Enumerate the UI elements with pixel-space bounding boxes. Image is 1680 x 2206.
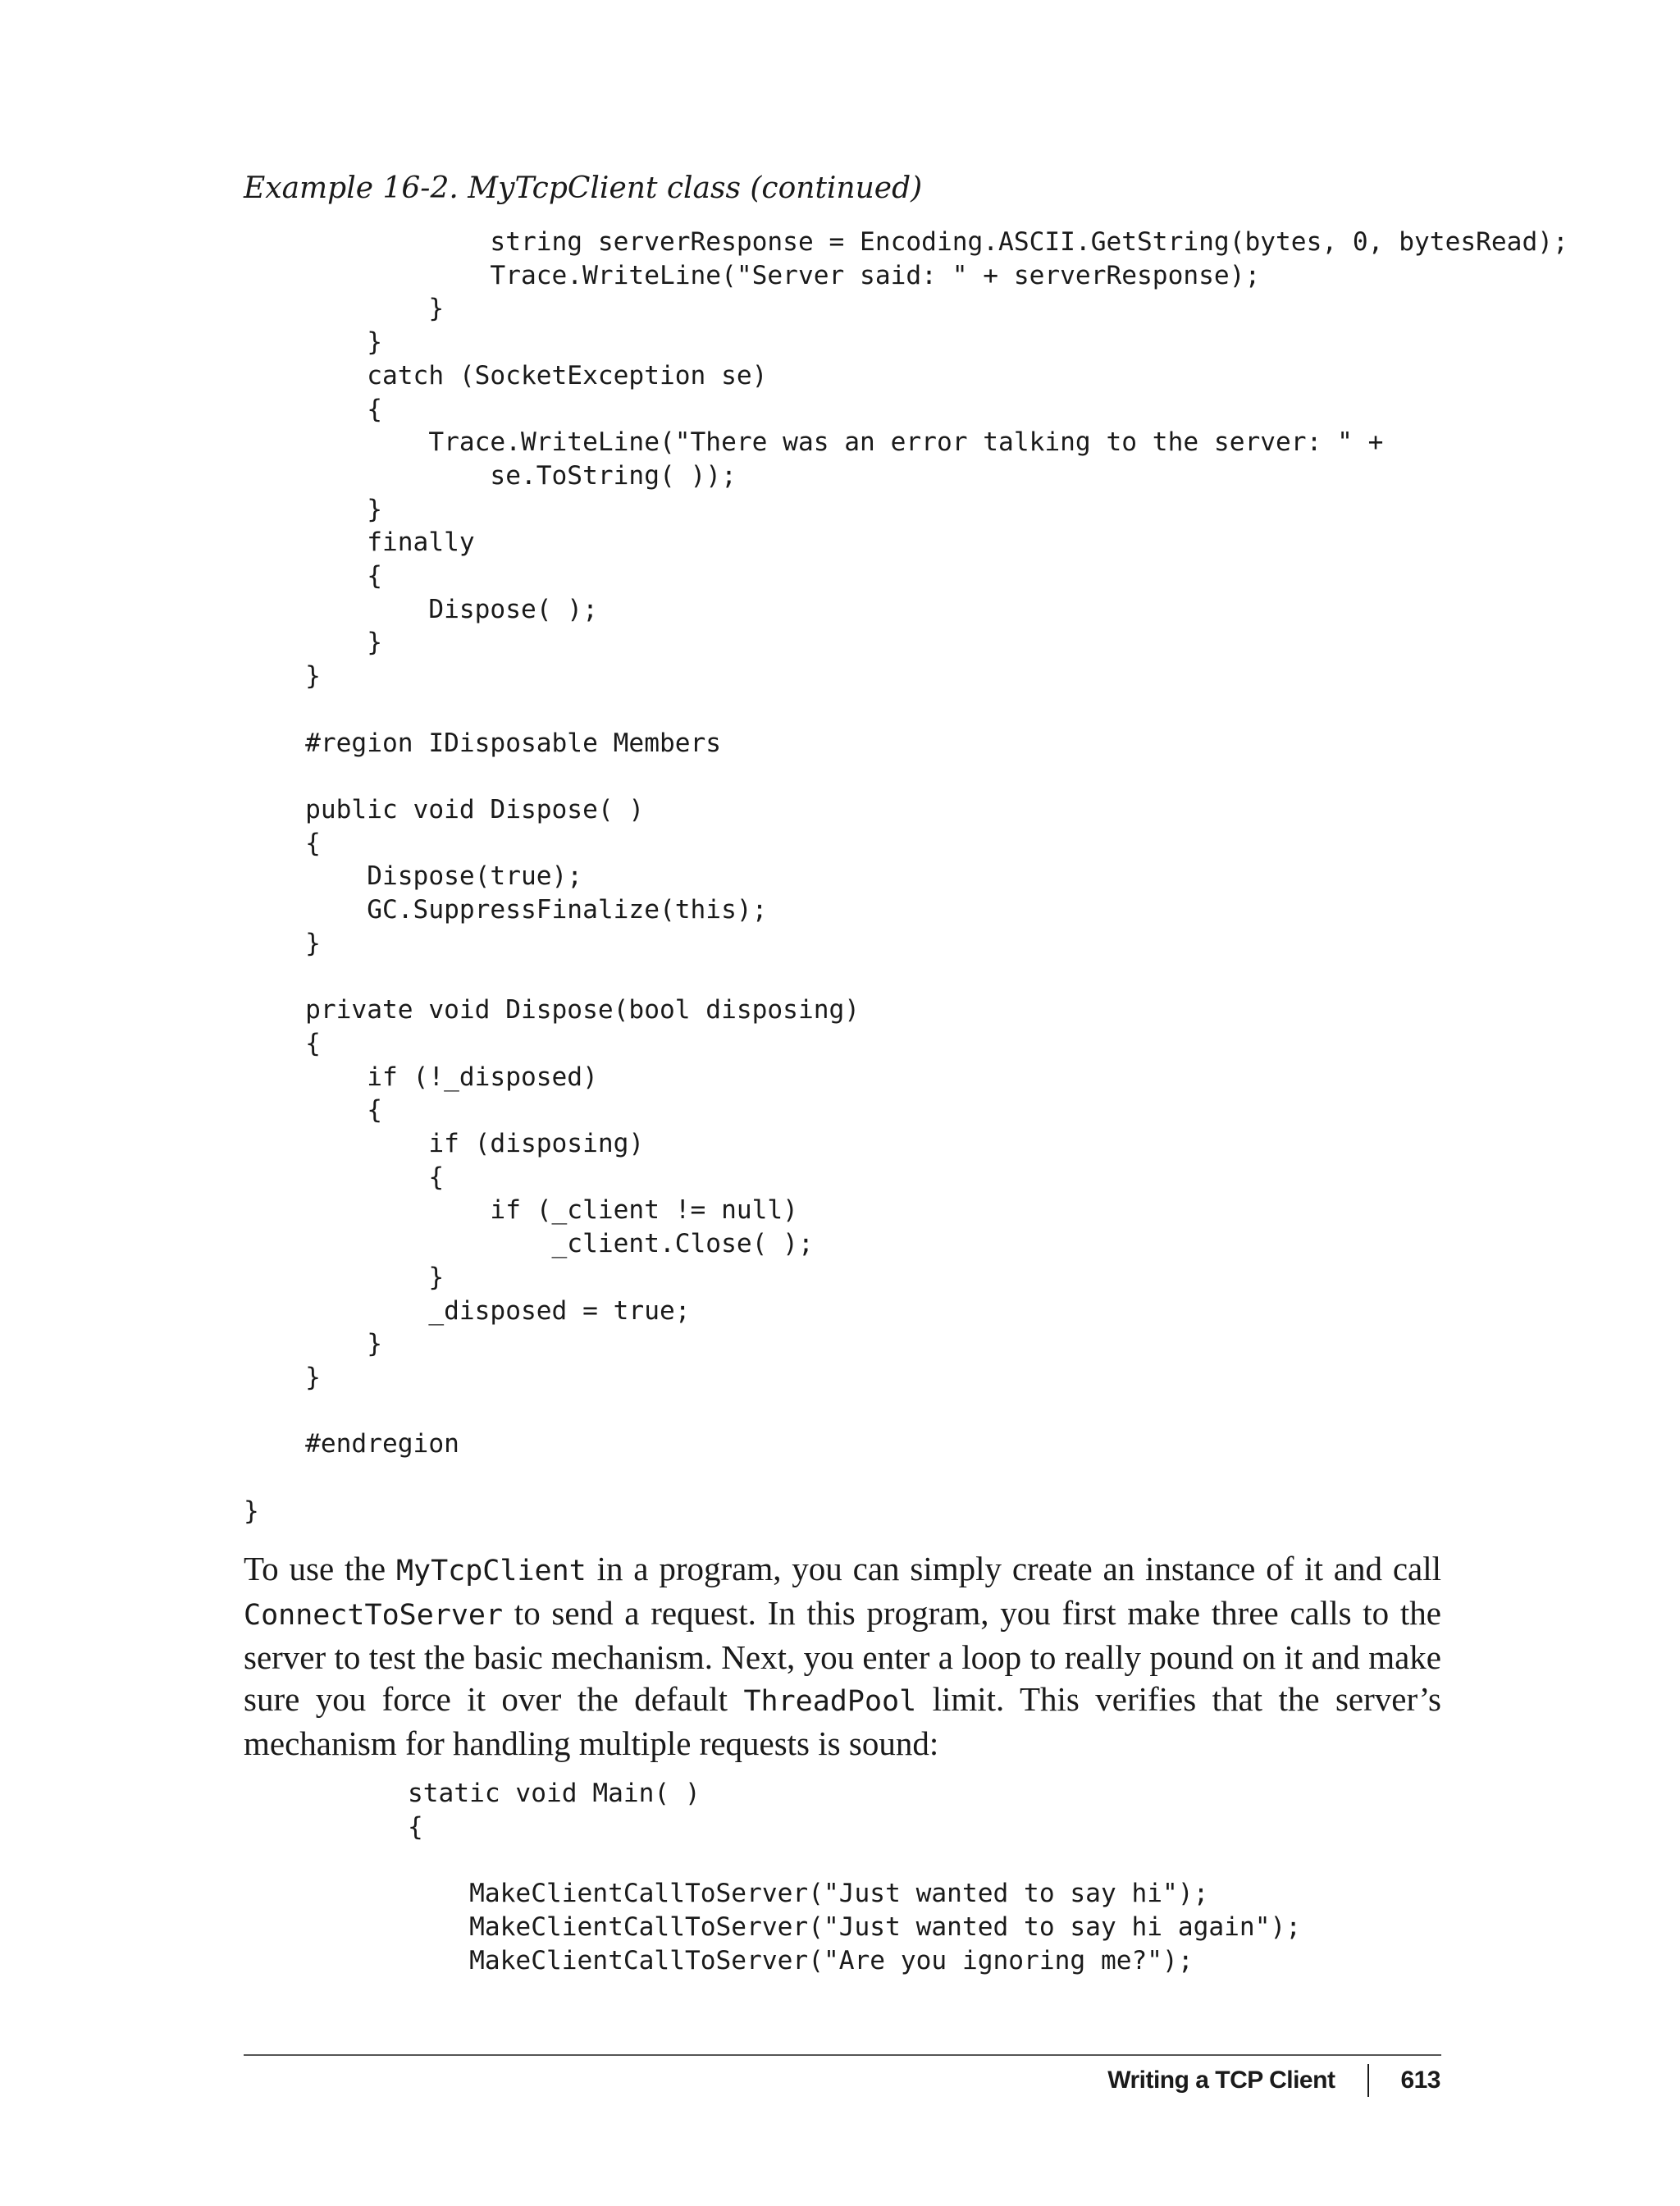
page-footer [1107, 2056, 1440, 2105]
inline-code-mytcpclient: MyTcpClient [395, 1555, 587, 1587]
paragraph-text-3: to send a request. In this program, you first make three calls to the server to test the basic mechanism. Next, you enter a loop to really pound on it and make sure you force it over the default [244, 1594, 1441, 1718]
paragraph-text-2: in a program, you can simply create an instance of it and call [586, 1550, 1441, 1587]
page-number: 613 [1400, 2067, 1440, 2094]
paragraph-text-1: To use the [244, 1550, 396, 1587]
body-paragraph [244, 1548, 1441, 1765]
footer-section-title: Writing a TCP Client [1107, 2067, 1335, 2094]
code-block-main: static void Main( ) { MakeClientCallToServer("Just wanted to say hi"); MakeClientCallToServer("Just wanted to say hi again"); MakeClientCallToServer("Are you ignoring me?"); [408, 1779, 1302, 1975]
paragraph-text-4: limit. This verifies that the server’s mechanism for handling multiple requests is sound: [244, 1680, 1442, 1762]
example-caption: Example 16-2. MyTcpClient class (continued) [244, 171, 923, 205]
inline-code-threadpool: ThreadPool [743, 1685, 917, 1718]
footer-separator [1367, 2064, 1369, 2097]
code-block-dispose: string serverResponse = Encoding.ASCII.GetString(bytes, 0, bytesRead); Trace.WriteLine("Server said: " + serverResponse); } } catch (SocketException se) { Trace.WriteLine("There was an error talking to the server: " + se.ToString( )); } finally { Dispose( ); } } #region IDisposable Members public void Dispose( ) { Dispose(true); GC.SuppressFinalize(this); } private void Dispose(bool disposing) { if (!_disposed) { if (disposing) { if (_client != null) _client.Close( ); } _disposed = true; } } #endregion } [244, 227, 1568, 1526]
inline-code-connecttoserver: ConnectToServer [244, 1599, 504, 1632]
